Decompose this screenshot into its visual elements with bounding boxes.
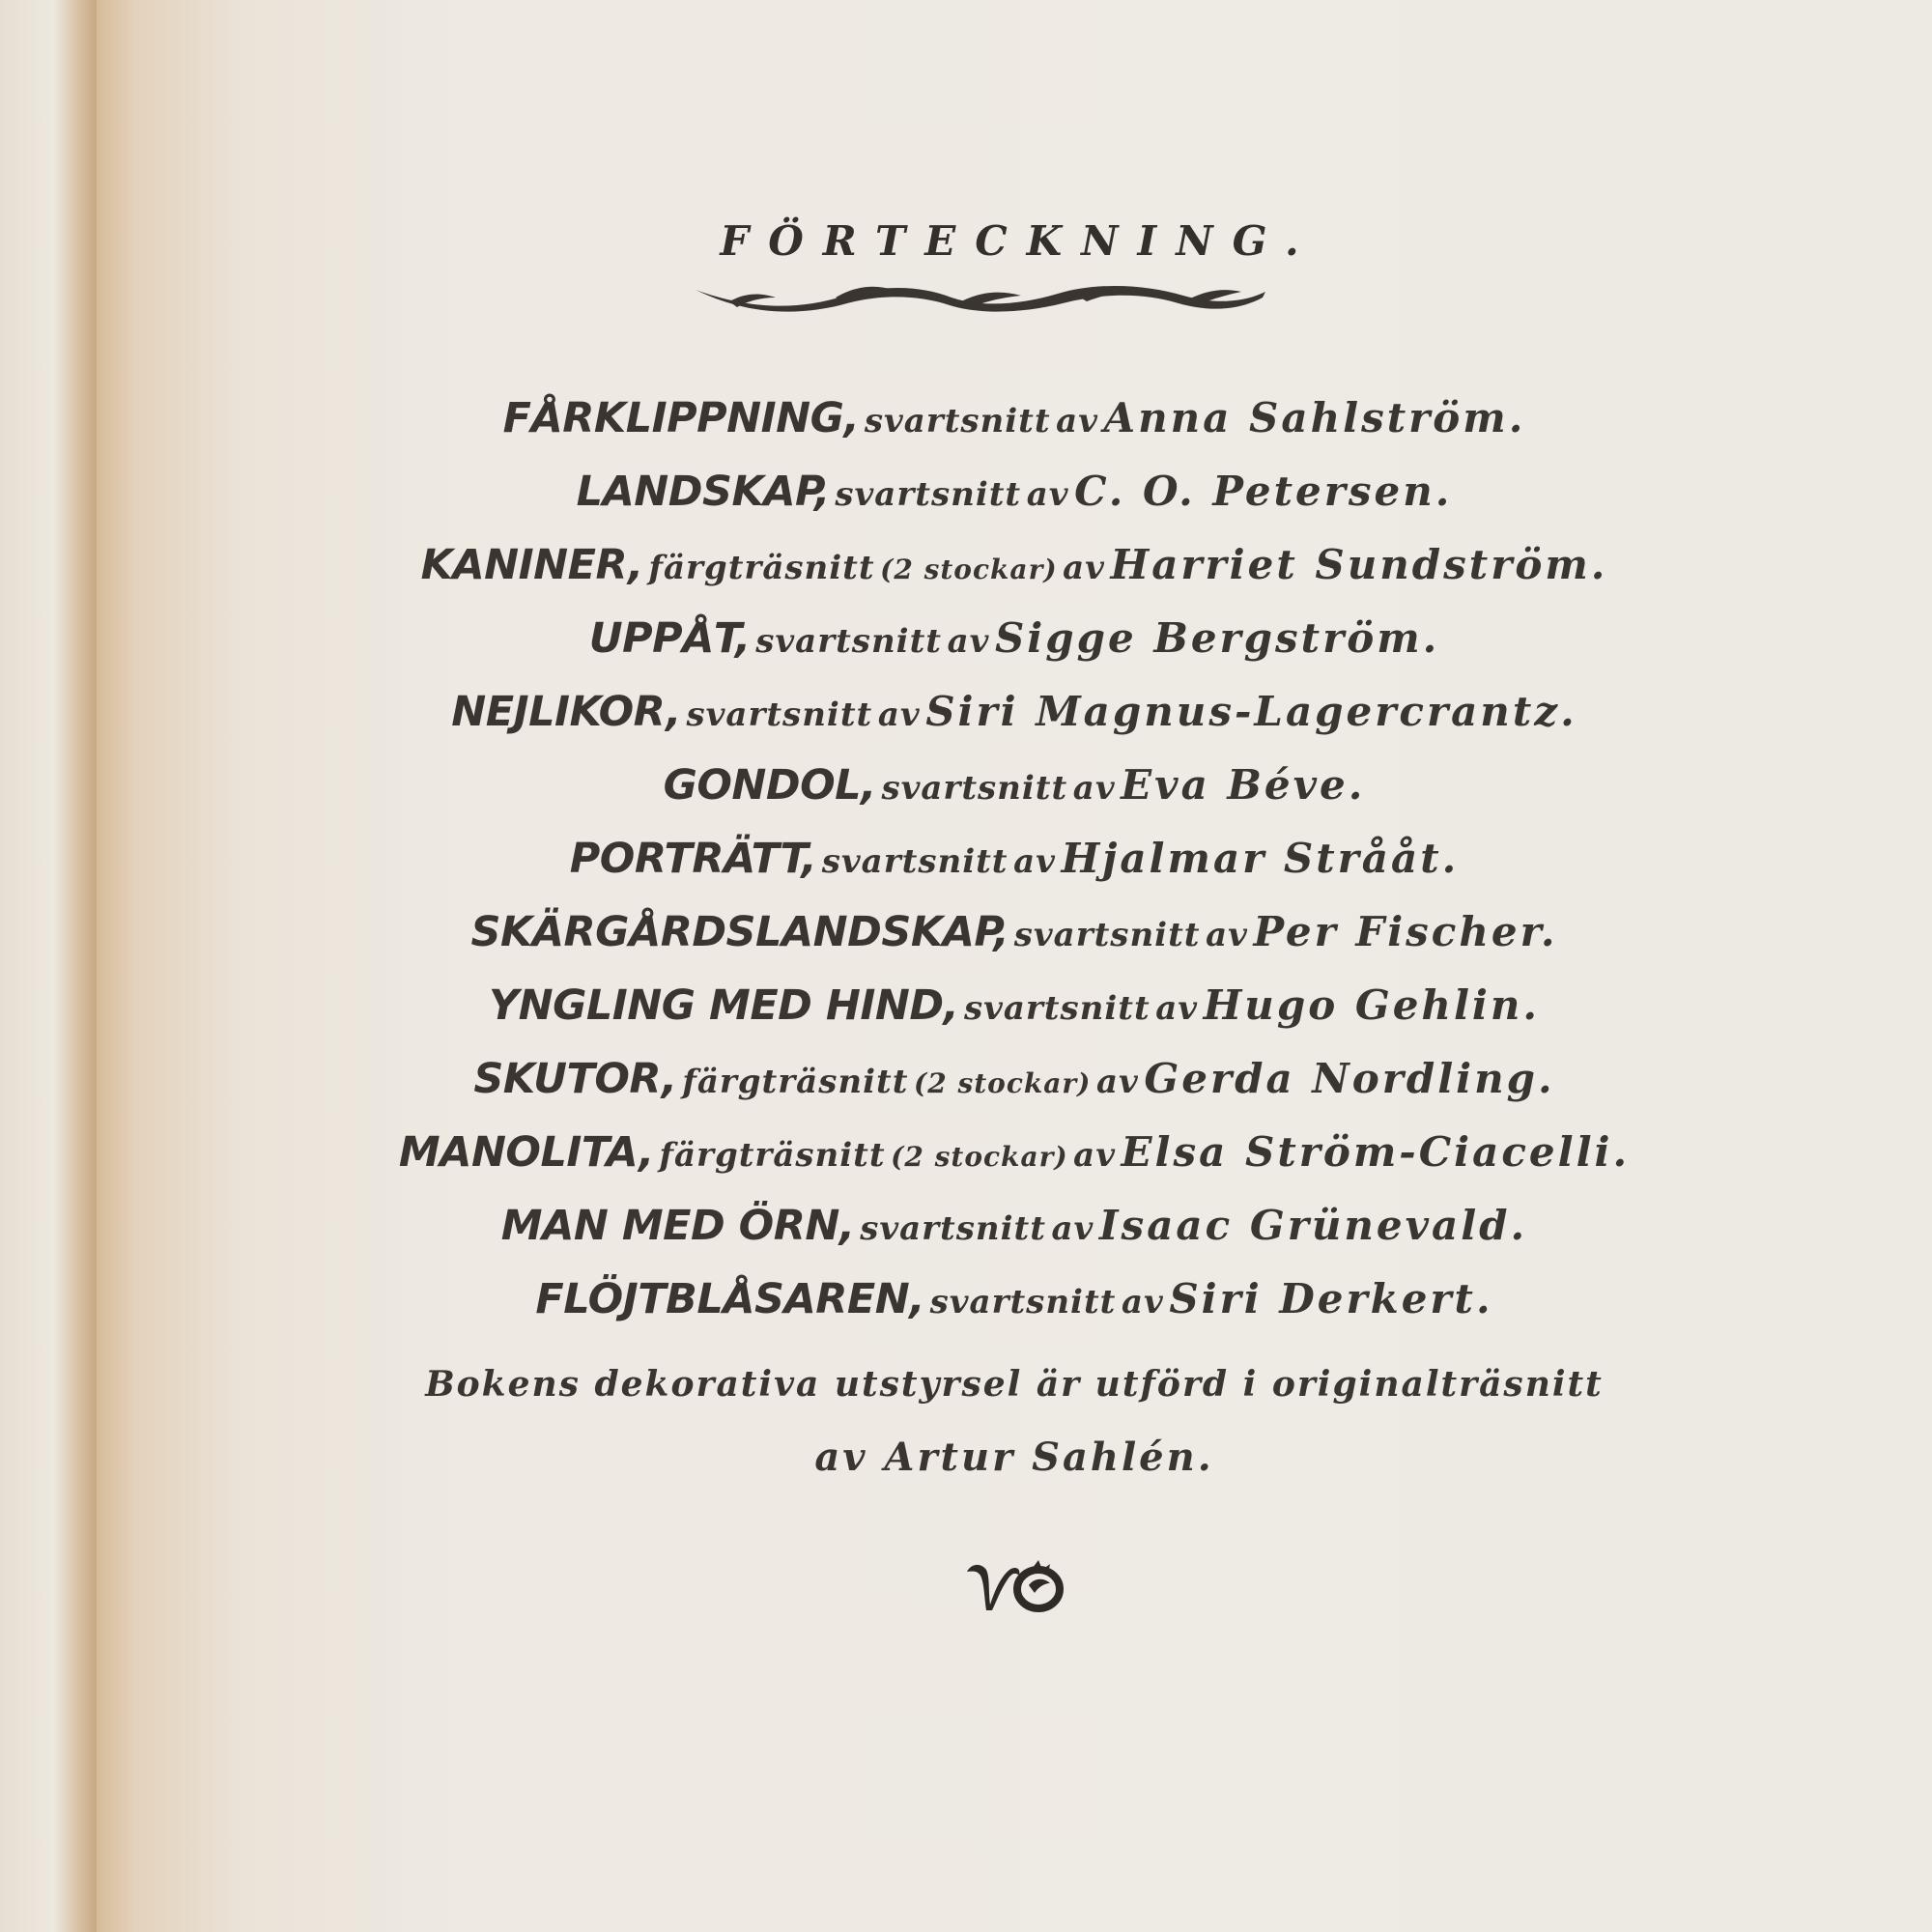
page-content — [97, 0, 1932, 1932]
list-item: FLÖJTBLÅSAREN, svartsnitt av Siri Derkert. — [535, 1275, 1493, 1323]
list-item: SKÄRGÅRDSLANDSKAP, svartsnitt av Per Fischer. — [470, 908, 1558, 956]
list-item: LANDSKAP, svartsnitt av C. O. Petersen. — [576, 468, 1453, 516]
colophon-line-2: av Artur Sahlén. — [814, 1435, 1214, 1480]
decorative-flourish — [691, 272, 1270, 321]
page-title: FÖRTECKNING. — [720, 217, 1319, 265]
list-item: NEJLIKOR, svartsnitt av Siri Magnus-Lagercrantz. — [451, 688, 1577, 736]
monogram-icon — [961, 1550, 1067, 1618]
list-item: KANINER, färgträsnitt (2 stockar) av Harriet Sundström. — [420, 541, 1608, 589]
list-item: PORTRÄTT, svartsnitt av Hjalmar Strååt. — [569, 835, 1460, 883]
list-item: MANOLITA, färgträsnitt (2 stockar) av Elsa Ström-Ciacelli. — [398, 1128, 1631, 1177]
list-item: MAN MED ÖRN, svartsnitt av Isaac Grünevald. — [500, 1202, 1528, 1250]
list-item: YNGLING MED HIND, svartsnitt av Hugo Gehlin. — [488, 981, 1541, 1030]
list-item: FÅRKLIPPNING, svartsnitt av Anna Sahlström. — [502, 394, 1526, 442]
list-item: UPPÅT, svartsnitt av Sigge Bergström. — [588, 614, 1440, 663]
colophon-line-1: Bokens dekorativa utstyrsel är utförd i originalträsnitt — [425, 1364, 1604, 1405]
contents-list — [97, 382, 1932, 1336]
previous-page-edge — [0, 0, 97, 1932]
list-item: SKUTOR, färgträsnitt (2 stockar) av Gerda Nordling. — [473, 1055, 1555, 1103]
list-item: GONDOL, svartsnitt av Eva Béve. — [663, 761, 1366, 810]
colophon — [97, 1348, 1932, 1494]
